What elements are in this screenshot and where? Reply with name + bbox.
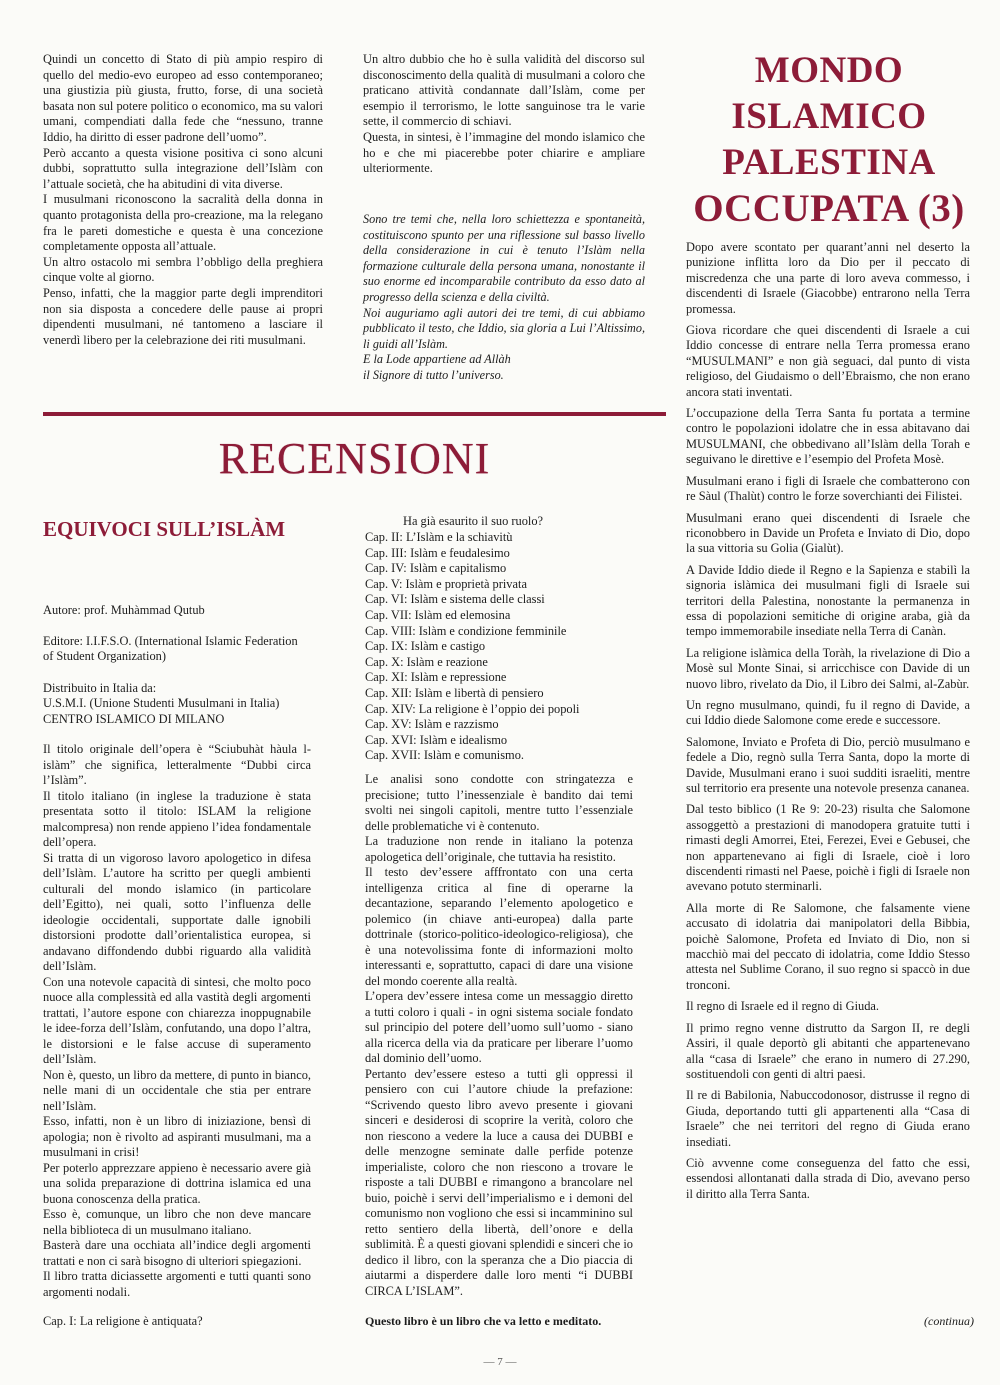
paragraph: Basterà dare una occhiata all’indice degli argomenti trattati e non ci sarà bisogno di ulteriori spiegazioni. bbox=[43, 1238, 311, 1268]
paragraph: La traduzione non rende in italiano la potenza apologetica dell’originale, che tuttavia ha resistito. bbox=[365, 834, 633, 864]
chapter-item: Cap. II: L’Islàm e la schiavitù bbox=[365, 530, 513, 544]
paragraph: Penso, infatti, che la maggior parte degli imprenditori non sia disposta a concedere delle pause ai propri dipendenti musulmani, né tantomeno a lasciare il venerdì libero per la celebrazione dei riti musulmani. bbox=[43, 285, 323, 347]
review-title: EQUIVOCI SULL’ISLÀM bbox=[43, 517, 286, 541]
paragraph: Questa, in sintesi, è l’immagine del mondo islamico che ho e che mi piacerebbe poter chiarire e ampliare ulteriormente. bbox=[363, 129, 645, 176]
paragraph: Il testo dev’essere afffrontato con una certa intelligenza critica al fine di operarne la decantazione, separando l’elemento apologetico e polemico (in chiave anti-europea) dalla parte dottrinale (storico-politico-ideologico-religiosa), che è una notevolissima fonte di informazioni molto interessanti e, soprattutto, capaci di dare una visione del mondo coerente alla realtà. bbox=[365, 865, 633, 988]
paragraph: Il primo regno venne distrutto da Sargon II, re degli Assiri, il quale deportò gli abitanti che appartenevano alla “casa di Israele” che erano in numero di 27.290, sostituendoli con genti di altri paesi. bbox=[686, 1020, 970, 1081]
page-number: — 7 — bbox=[483, 1356, 517, 1368]
title-line: PALESTINA bbox=[722, 142, 936, 183]
right-column bbox=[686, 240, 970, 1202]
paragraph: A Davide Iddio diede il Regno e la Sapienza e stabilì la signoria islàmica dei musulmani figli di Israele sui territori della Palestina, nonostante la permanenza in essa di popolazioni semitiche di origine araba, già da tempo immemorabile insediate nella Terra di Canàn. bbox=[686, 562, 970, 639]
paragraph: Giova ricordare che quei discendenti di Israele a cui Iddio concesse di entrare nella Terra promessa erano “MUSULMANI” e non già seguaci, dal punto di vista religioso, del Giudaismo o dell’Ebraismo, che non erano ancora stati inventati. bbox=[686, 323, 970, 399]
paragraph: Il libro tratta diciassette argomenti e tutti quanti sono argomenti nodali. bbox=[43, 1269, 311, 1299]
chapter-item: Cap. XVII: Islàm e comunismo. bbox=[365, 748, 524, 763]
paragraph: Per poterlo apprezzare appieno è necessario avere già una solida preparazione di dottrina islamica ed una buona conoscenza della pratica. bbox=[43, 1160, 311, 1206]
paragraph: I musulmani riconoscono la sacralità della donna in quanto protagonista della pro-creazione, ma la relegano fra le pareti domestiche e questa è una concezione completamente opposta all’attuale. bbox=[43, 192, 323, 254]
chapter-1: Cap. I: La religione è antiquata? bbox=[43, 1314, 203, 1328]
review-middle-column bbox=[365, 772, 633, 1299]
title-line: MONDO ISLAMICO bbox=[731, 50, 927, 137]
section-divider bbox=[43, 412, 666, 416]
paragraph: Il re di Babilonia, Nabuccodonosor, distrusse il regno di Giuda, deportando tutti gli appartenenti alla “Casa di Israele” che nei territori del regno di Giuda erano insediati. bbox=[686, 1088, 970, 1149]
paragraph: Pertanto dev’essere esteso a tutti gli oppressi il pensiero con cui l’autore chiude la prefazione: “Scrivendo questo libro avevo presente i giovani sinceri e desiderosi di scoprire la verità, coloro che non riescono a vedere la luce a causa dei DUBBI e delle menzogne seminate dalle perfide potenze imperialiste, coloro che non riescono a trovare le risposte a tali DUBBI e rimangono a brancolare nel buio, poichè i servi dell’imperialismo e i demoni del comunismo non vogliono che essi si incamminino sul retto sentiero della libertà, dell’onore e della sublimità. È a questi giovani splendidi e sinceri che io dedico il libro, con la speranza che a Dio piaccia di aiutarmi a disperdere dalle loro menti “i DUBBI CIRCA L’ISLAM”. bbox=[365, 1066, 633, 1298]
distribution-line: Distribuito in Italia da: bbox=[43, 680, 157, 695]
paragraph: Musulmani erano quei discendenti di Israele che riconobbero in Davide un Profeta e Inviato di Dio, dopo la sua vittoria su Golia (Gialùt). bbox=[686, 510, 970, 556]
paragraph: Noi auguriamo agli autori dei tre temi, di cui abbiamo pubblicato il testo, che Iddio, sia gloria a Lui l’Altissimo, li guidi all’Islàm. bbox=[363, 305, 645, 351]
paragraph: Il titolo italiano (in inglese la traduzione è stata presentata sotto il titolo: ISLAM la religione malcompresa) non rende appieno l’idea fondamentale dell’opera. bbox=[43, 788, 311, 849]
chapter-item: Cap. IX: Islàm e castigo bbox=[365, 639, 486, 654]
chapter-item: Cap. VI: Islàm e sistema delle classi bbox=[365, 592, 545, 607]
paragraph: La religione islàmica della Toràh, la rivelazione di Dio a Mosè sul Monte Sinai, si arricchisce con Davide di un nuovo libro, rivelato da Dio, il Libro dei Salmi, al-Zabùr. bbox=[686, 645, 970, 691]
paragraph: Però accanto a questa visione positiva ci sono alcuni dubbi, soprattutto sulla integrazione dell’Islàm con l’attuale società, che ha abitudini di vita diverse. bbox=[43, 145, 323, 191]
paragraph: Il titolo originale dell’opera è “Sciubuhàt hàula l-islàm” che significa, letteralmente “Dubbi circa l’Islàm”. bbox=[43, 742, 311, 787]
paragraph: Un altro ostacolo mi sembra l’obbligo della preghiera cinque volte al giorno. bbox=[43, 254, 323, 285]
chapter-item: Cap. XV: Islàm e razzismo bbox=[365, 717, 499, 732]
paragraph: Non è, questo, un libro da mettere, di punto in bianco, nelle mani di un occidentale che stia per entrare nell’Islàm. bbox=[43, 1067, 311, 1113]
chapter-item: Cap. III: Islàm e feudalesimo bbox=[365, 545, 510, 560]
closing-line: E la Lode appartiene ad Allàh bbox=[363, 352, 511, 367]
top-middle-column bbox=[363, 52, 645, 177]
section-heading: RECENSIONI bbox=[218, 434, 491, 483]
continua-note: (continua) bbox=[924, 1314, 974, 1328]
paragraph: Un altro dubbio che ho è sulla validità del discorso sul disconoscimento della qualità di musulmani a coloro che praticano attività condannate dall’Islàm, come per esempio il terrorismo, le lotte sanguinose tra le varie sette, il commercio di schiavi. bbox=[363, 52, 645, 129]
chapter-item: Cap. VII: Islàm ed elemosina bbox=[365, 607, 511, 622]
paragraph: Quindi un concetto di Stato di più ampio respiro di quello del medio-evo europeo ad esso contemporaneo; una giustizia più giusta, frutto, forse, di una società basata non sul potere politico o economico, ma su valori umani, compendiati dalla fede che “nessuno, tranne Iddio, ha diritto di esser padrone dell’uomo”. bbox=[43, 52, 323, 144]
chapter-item: Cap. XI: Islàm e repressione bbox=[365, 670, 507, 685]
closing-statement: Questo libro è un libro che va letto e meditato. bbox=[365, 1314, 602, 1328]
paragraph: Sono tre temi che, nella loro schiettezza e spontaneità, costituiscono spunto per una riflessione sul basso livello della considerazione in cui è tenuto l’Islàm nella formazione culturale della persona umana, nonostante il suo enorme ed incomparabile contributo da esso dato al progresso della scienza e della civiltà. bbox=[363, 212, 645, 304]
paragraph: Salomone, Inviato e Profeta di Dio, perciò musulmano e fedele a Dio, regnò sulla Terra Santa, dopo la morte di Davide, Musulmani erano i suoi sudditi israeliti, mentre sul territorio era presente una notevole presenza cananea. bbox=[686, 734, 970, 795]
paragraph: Con una notevole capacità di sintesi, che molto poco nuoce alla complessità ed alla vastità degli argomenti trattati, l’autore espone con chiarezza inoppugnabile le idee-forza dell’Islàm, confutando, una dopo l’altra, le distorsioni e le false accuse di superamento dell’Islàm. bbox=[43, 974, 311, 1066]
review-author: Autore: prof. Muhàmmad Qutub bbox=[43, 603, 205, 617]
chapter-item: Cap. IV: Islàm e capitalismo bbox=[365, 561, 507, 576]
paragraph: Si tratta di un vigoroso lavoro apologetico in difesa dell’Islàm. L’autore ha scritto per quegli ambienti culturali del mondo islamico (in particolare dell’Egitto), nei quali, sotto l’influenza delle ideologie occidentali, supportate dalle ignobili distorsioni prodotte dall’orientalistica europea, si andavano diffondendo dubbi riguardo alla validità dell’Islàm. bbox=[43, 850, 311, 973]
distribution-line: U.S.M.I. (Unione Studenti Musulmani in Italia) bbox=[43, 696, 280, 710]
paragraph: L’opera dev’essere intesa come un messaggio diretto a tutti coloro i quali - in ogni sistema sociale fondato sul principio del potere dell’uomo sull’uomo - siano alla ricerca della via da praticare per liberare l’uomo dal dominio dell’uomo. bbox=[365, 989, 633, 1065]
chapter-item: Cap. XIV: La religione è l’oppio dei popoli bbox=[365, 701, 580, 716]
paragraph: Dopo avere scontato per quarant’anni nel deserto la punizione inflitta loro da Dio per il peccato di miscredenza che una parte di loro aveva commesso, i discendenti di Israele (Giacobbe) entrarono nella Terra promessa. bbox=[686, 240, 970, 316]
paragraph: Dal testo biblico (1 Re 9: 20-23) risulta che Salomone assoggettò a prestazioni di manodopera gratuite tutti i rimasti degli Amorrei, Etei, Ferezei, Evei e Gebusei, che non appartenevano ai figli di Israele, cioè i loro discendenti rimasti nel Paese, poichè i figli di Israele non avevano potuto sterminarli. bbox=[686, 802, 970, 894]
paragraph: Esso è, comunque, un libro che non deve mancare nella biblioteca di un musulmano italiano. bbox=[43, 1207, 311, 1237]
paragraph: Un regno musulmano, quindi, fu il regno di Davide, a cui Iddio diede Salomone come erede e successore. bbox=[686, 697, 970, 728]
chapter-item: Cap. V: Islàm e proprietà privata bbox=[365, 576, 527, 591]
paragraph: Alla morte di Re Salomone, che falsamente viene accusato di idolatria dai manipolatori della Bibbia, poichè Salomone, Profeta ed Inviato di Dio, non si macchiò mai del peccato di idolatria, come Iddio Stesso attesta nel Sublime Corano, il suo regno si spaccò in due tronconi. bbox=[686, 900, 970, 992]
chapter-1-continued: Ha già esaurito il suo ruolo? bbox=[403, 514, 544, 528]
article-title bbox=[662, 48, 996, 232]
paragraph: Le analisi sono condotte con stringatezza e precisione; tutto l’inessenziale è bandito dai temi svolti nei singoli capitoli, mentre tutto l’essenziale delle problematiche vi è contenuto. bbox=[365, 772, 633, 833]
distribution-line: CENTRO ISLAMICO DI MILANO bbox=[43, 711, 225, 726]
paragraph: Ciò avvenne come conseguenza del fatto che essi, essendosi allontanati dalla strada di Dio, avevano perso il diritto alla Terra Santa. bbox=[686, 1155, 970, 1201]
chapter-item: Cap. X: Islàm e reazione bbox=[365, 654, 488, 669]
editorial-note bbox=[363, 212, 645, 384]
closing-line: il Signore di tutto l’universo. bbox=[363, 367, 504, 382]
top-left-column bbox=[43, 52, 323, 348]
chapter-item: Cap. XVI: Islàm e idealismo bbox=[365, 732, 508, 747]
chapter-item: Cap. VIII: Islàm e condizione femminile bbox=[365, 623, 567, 638]
chapter-item: Cap. XII: Islàm e libertà di pensiero bbox=[365, 685, 544, 700]
paragraph: Il regno di Israele ed il regno di Giuda. bbox=[686, 999, 880, 1014]
chapter-list bbox=[365, 530, 635, 764]
title-line: OCCUPATA (3) bbox=[693, 187, 965, 230]
paragraph: Musulmani erano i figli di Israele che combatterono con re Sàul (Thalùt) contro le forze soverchianti dei Filistei. bbox=[686, 473, 970, 504]
review-publisher: Editore: I.I.F.S.O. (International Islamic Federation of Student Organization) bbox=[43, 633, 298, 663]
review-left-column bbox=[43, 603, 311, 1300]
paragraph: Esso, infatti, non è un libro di iniziazione, bensì di apologia; non è rivolto ad aspiranti musulmani, ma a musulmani in crisi! bbox=[43, 1114, 311, 1159]
paragraph: L’occupazione della Terra Santa fu portata a termine contro le popolazioni idolatre che in essa abitavano dai MUSULMANI, che obbedivano all’Islàm della Torah e seguivano le direttive e l’esempio del Profeta Mosè. bbox=[686, 406, 970, 467]
